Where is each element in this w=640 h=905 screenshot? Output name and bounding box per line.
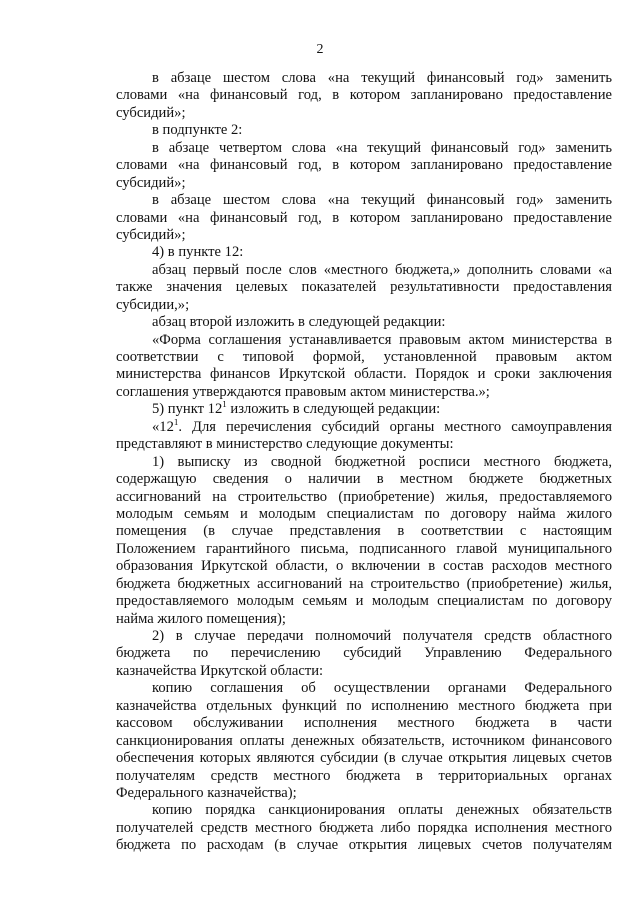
- text-line: [116, 576, 612, 593]
- text-line-content: в абзаце шестом слова «на текущий финансовый год» заменить: [152, 192, 612, 209]
- text-line: [116, 210, 612, 227]
- text-line: [116, 645, 612, 662]
- text-line: [116, 87, 612, 104]
- text-line-content: Федерального казначейства);: [116, 784, 297, 801]
- text-line: [116, 768, 612, 785]
- text-line-content: «12: [152, 418, 174, 435]
- text-line: [116, 611, 612, 628]
- text-line-content: абзац второй изложить в следующей редакции:: [152, 314, 446, 331]
- text-line: [116, 541, 612, 558]
- text-line-continuation: . Для перечисления субсидий органы местного самоуправления: [178, 418, 612, 435]
- text-line: [116, 733, 612, 750]
- text-line-content: субсидий»;: [116, 226, 186, 243]
- text-line-content: казначейства отдельных функций по исполнению местного бюджета при: [116, 697, 612, 714]
- text-line-content: получателей средств местного бюджета либо порядка исполнения местного: [116, 819, 612, 836]
- text-line-content: соответствии с типовой формой, установленной правовым актом: [116, 349, 612, 365]
- text-line-content: копию порядка санкционирования оплаты денежных обязательств: [152, 802, 612, 819]
- text-line-content: бюджета по расходам (в случае открытия лицевых счетов получателям: [116, 837, 612, 854]
- text-line-continuation: изложить в следующей редакции:: [226, 401, 441, 418]
- text-line: [116, 506, 612, 523]
- text-line: [116, 628, 612, 645]
- text-line: [116, 698, 612, 715]
- text-line: [116, 157, 612, 174]
- text-line: [116, 471, 612, 488]
- text-line-content: соглашения утверждаются правовым актом министерства.»;: [116, 383, 490, 400]
- text-line: [116, 297, 612, 314]
- text-line: [116, 349, 612, 366]
- text-line: [116, 558, 612, 575]
- text-line: [116, 122, 612, 139]
- text-line: [116, 384, 612, 401]
- text-line-content: получателям средств местного бюджета в территориальных органах: [116, 767, 612, 784]
- text-line: [116, 314, 612, 331]
- text-line-content: представляют в министерство следующие документы:: [116, 436, 454, 453]
- text-line-content: словами «на финансовый год, в котором запланировано предоставление: [116, 157, 612, 174]
- text-line: [116, 227, 612, 244]
- text-line: [116, 192, 612, 209]
- text-line-content: 1) выписку из сводной бюджетной росписи местного бюджета,: [152, 453, 612, 470]
- text-line-content: содержащую сведения о наличии в местном бюджете бюджетных: [116, 471, 612, 488]
- text-line: [116, 820, 612, 837]
- superscript: 1: [222, 401, 227, 410]
- text-line: [116, 837, 612, 854]
- text-line-content: министерства финансов Иркутской области. Порядок и сроки заключения: [116, 366, 612, 383]
- text-line-content: образования Иркутской области, о включении в состав расходов местного: [116, 558, 612, 575]
- text-line-content: санкционирования оплаты денежных обязательств, источником финансового: [116, 732, 612, 749]
- text-line-content: бюджета по перечислению субсидий Управлению Федерального: [116, 645, 612, 662]
- text-line-content: субсидии,»;: [116, 296, 190, 313]
- text-line-content: молодым семьям и молодым специалистам по договору найма жилого: [116, 505, 612, 522]
- text-line-content: словами «на финансовый год, в котором запланировано предоставление: [116, 87, 612, 104]
- text-line-content: 2) в случае передачи полномочий получателя средств областного: [152, 628, 612, 644]
- text-line-content: в абзаце шестом слова «на текущий финансовый год» заменить: [152, 70, 612, 86]
- text-line-content: найма жилого помещения);: [116, 610, 286, 627]
- text-line: [116, 715, 612, 732]
- text-line: [116, 454, 612, 471]
- text-line-content: Положением гарантийного письма, подписанного главой муниципального: [116, 540, 612, 557]
- text-line-content: предоставляемого молодым семьям и молодым специалистам по договору: [116, 593, 612, 610]
- text-line-content: помещения (в случае представления в соответствии с настоящим: [116, 523, 612, 540]
- text-line: [116, 175, 612, 192]
- page-number: 2: [316, 42, 324, 57]
- text-line-content: копию соглашения об осуществлении органами Федерального: [152, 680, 612, 697]
- text-line-content: также значения целевых показателей результативности предоставления: [116, 279, 612, 296]
- text-line-content: в подпункте 2:: [152, 122, 243, 139]
- text-line-content: 5) пункт 12: [152, 401, 223, 418]
- text-line-content: в абзаце четвертом слова «на текущий финансовый год» заменить: [152, 139, 612, 156]
- text-line: [116, 262, 612, 279]
- text-line: [116, 140, 612, 157]
- text-line: [116, 663, 612, 680]
- text-line: [116, 279, 612, 296]
- text-line: [116, 750, 612, 767]
- text-line: [116, 523, 612, 540]
- text-line-content: казначейства Иркутской области:: [116, 662, 324, 679]
- text-line: [116, 593, 612, 610]
- superscript: 1: [173, 418, 179, 427]
- document-body: [116, 70, 612, 855]
- text-line-content: субсидий»;: [116, 104, 186, 121]
- text-line-content: субсидий»;: [116, 174, 186, 191]
- text-line-content: словами «на финансовый год, в котором запланировано предоставление: [116, 209, 612, 226]
- text-line: [116, 436, 612, 453]
- text-line: [116, 332, 612, 349]
- text-line: [116, 489, 612, 506]
- text-line-content: ассигнований на строительство (приобретение) жилья, предоставляемого: [116, 488, 612, 505]
- text-line-content: кассовом обслуживании исполнения местного бюджета в части: [116, 715, 612, 732]
- text-line-content: абзац первый после слов «местного бюджета,» дополнить словами «а: [152, 261, 612, 278]
- text-line-content: бюджета бюджетных ассигнований на строительство (приобретение) жилья,: [116, 575, 612, 592]
- text-line: [116, 785, 612, 802]
- text-line: [116, 802, 612, 819]
- text-line: [116, 680, 612, 697]
- text-line: [116, 244, 612, 261]
- text-line-content: обеспечения которых являются субсидии (в случае открытия лицевых счетов: [116, 750, 612, 767]
- text-line-content: «Форма соглашения устанавливается правовым актом министерства в: [152, 331, 612, 348]
- text-line: [116, 401, 612, 418]
- text-line: [116, 366, 612, 383]
- text-line: [116, 419, 612, 436]
- text-line: [116, 70, 612, 87]
- text-line: [116, 105, 612, 122]
- text-line-content: 4) в пункте 12:: [152, 244, 244, 261]
